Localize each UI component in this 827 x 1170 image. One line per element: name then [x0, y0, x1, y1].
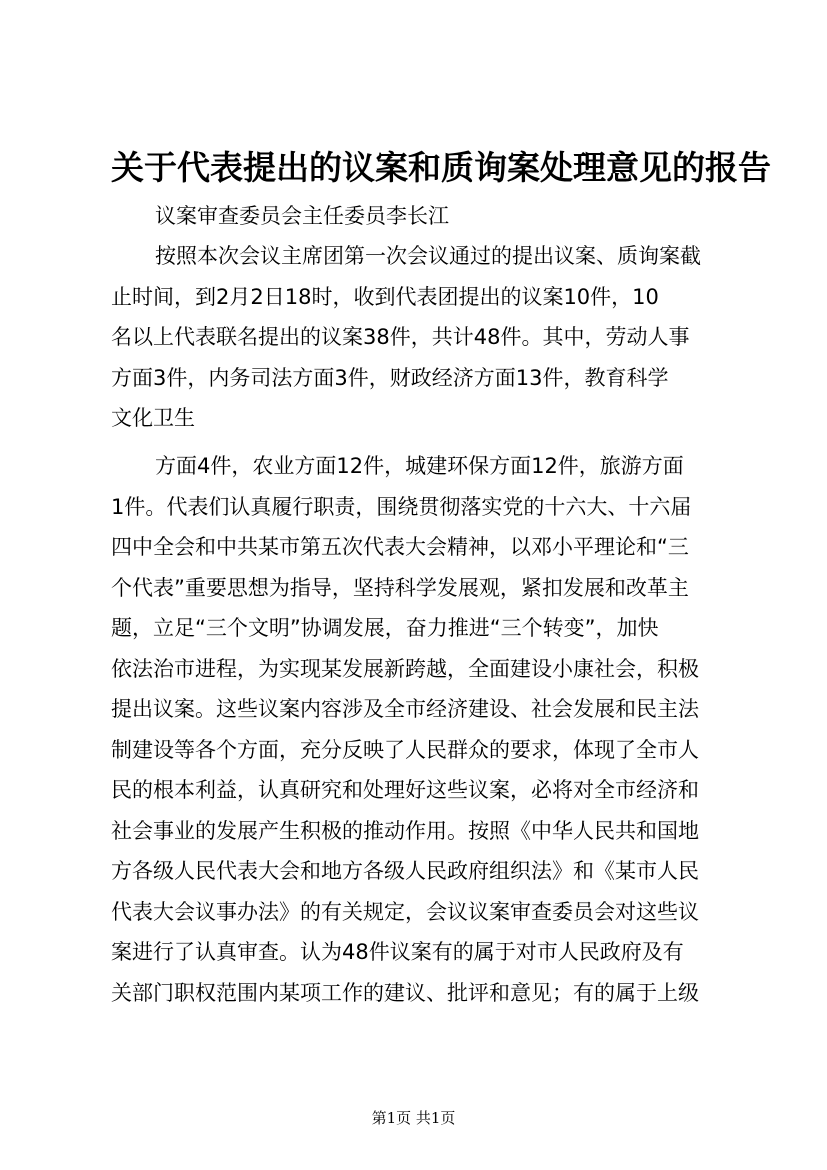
paragraph-line: 名以上代表联名提出的议案38件，共计48件。其中，劳动人事 [111, 325, 690, 349]
paragraph-line: 代表大会议事办法》的有关规定，会议议案审查委员会对这些议 [111, 899, 699, 924]
paragraph-line: 制建设等各个方面，充分反映了人民群众的要求，体现了全市人 [111, 737, 699, 762]
paragraph-2 [111, 446, 723, 1013]
document-title: 关于代表提出的议案和质询案处理意见的报告 [111, 148, 771, 187]
paragraph-line: 方各级人民代表大会和地方各级人民政府组织法》和《某市人民 [111, 859, 699, 883]
paragraph-line: 文化卫生 [111, 406, 195, 430]
paragraph-line: 题，立足“三个文明”协调发展，奋力推进“三个转变”，加快 [111, 616, 659, 640]
paragraph-line: 民的根本利益，认真研究和处理好这些议案，必将对全市经济和 [111, 778, 699, 802]
author-line [111, 196, 723, 237]
page-footer [0, 1108, 827, 1128]
paragraph-line: 止时间，到2月2日18时，收到代表团提出的议案10件，10 [111, 284, 659, 309]
paragraph-line: 社会事业的发展产生积极的推动作用。按照《中华人民共和国地 [111, 818, 699, 843]
author-text: 议案审查委员会主任委员李长江 [155, 204, 449, 228]
paragraph-line: 方面3件，内务司法方面3件，财政经济方面13件，教育科学 [111, 365, 669, 390]
paragraph-line: 按照本次会议主席团第一次会议通过的提出议案、质询案截 [155, 244, 701, 268]
paragraph-line: 提出议案。这些议案内容涉及全市经济建设、社会发展和民主法 [111, 697, 699, 721]
paragraph-line: 1件。代表们认真履行职责，围绕贯彻落实党的十六大、十六届 [111, 494, 692, 519]
paragraph-1 [111, 236, 723, 439]
paragraph-line: 关部门职权范围内某项工作的建议、批评和意见；有的属于上级 [111, 980, 699, 1005]
paragraph-line: 个代表”重要思想为指导，坚持科学发展观，紧扣发展和改革主 [111, 575, 689, 600]
page-number: 第1页 共1页 [371, 1109, 456, 1127]
paragraph-line: 方面4件，农业方面12件，城建环保方面12件，旅游方面 [155, 454, 684, 478]
paragraph-line: 四中全会和中共某市第五次代表大会精神，以邓小平理论和“三 [111, 535, 689, 559]
paragraph-line: 依法治市进程，为实现某发展新跨越，全面建设小康社会，积极 [111, 656, 699, 681]
paragraph-line: 案进行了认真审查。认为48件议案有的属于对市人民政府及有 [111, 940, 684, 964]
